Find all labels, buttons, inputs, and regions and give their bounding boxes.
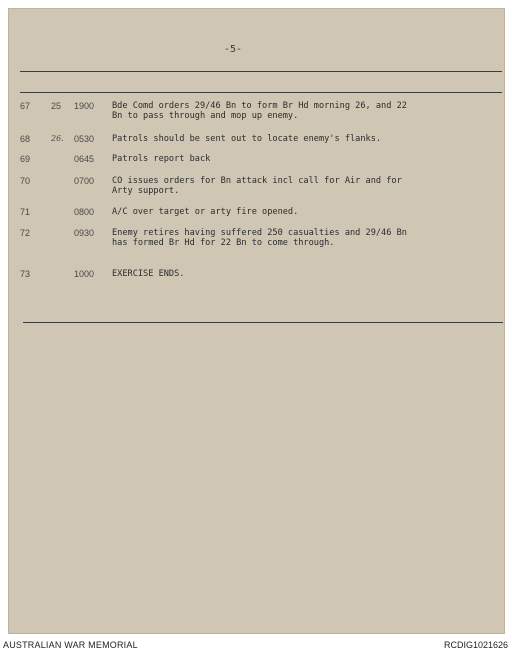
record-id: RCDIG1021626 [443, 640, 508, 650]
entry-event: Patrols report back [112, 154, 211, 164]
entry-event: Patrols should be sent out to locate enemy's flanks. [112, 134, 382, 144]
entry-serial: 68 [20, 134, 31, 144]
entry-event: EXERCISE ENDS. [112, 269, 185, 279]
end-rule [23, 322, 503, 323]
page-number: -5- [224, 44, 243, 55]
entry-serial: 67 [20, 101, 31, 111]
entry-time: 1900 [74, 101, 95, 111]
entry-event: Bde Comd orders 29/46 Bn to form Br Hd morning 26, and 22 Bn to pass through and mop up enemy. [112, 101, 407, 121]
document-page [8, 8, 505, 634]
entry-date: 26. [51, 134, 64, 143]
top-rule [20, 71, 502, 72]
entry-serial: 70 [20, 176, 31, 186]
entry-time: 0645 [74, 154, 95, 164]
header-rule [20, 92, 502, 93]
entry-event: Enemy retires having suffered 250 casualties and 29/46 Bn has formed Br Hd for 22 Bn to come through. [112, 228, 407, 248]
entry-time: 0530 [74, 134, 95, 144]
entry-time: 0700 [74, 176, 95, 186]
entry-serial: 73 [20, 269, 31, 279]
entry-event: A/C over target or arty fire opened. [112, 207, 299, 217]
entry-event: CO issues orders for Bn attack incl call for Air and for Arty support. [112, 176, 402, 196]
entry-serial: 69 [20, 154, 31, 164]
entry-serial: 71 [20, 207, 31, 217]
entry-time: 1000 [74, 269, 95, 279]
entry-date: 25 [51, 101, 62, 111]
entry-time: 0800 [74, 207, 95, 217]
entry-time: 0930 [74, 228, 95, 238]
archive-footer [0, 636, 512, 654]
entry-serial: 72 [20, 228, 31, 238]
archive-name: AUSTRALIAN WAR MEMORIAL [3, 640, 138, 650]
